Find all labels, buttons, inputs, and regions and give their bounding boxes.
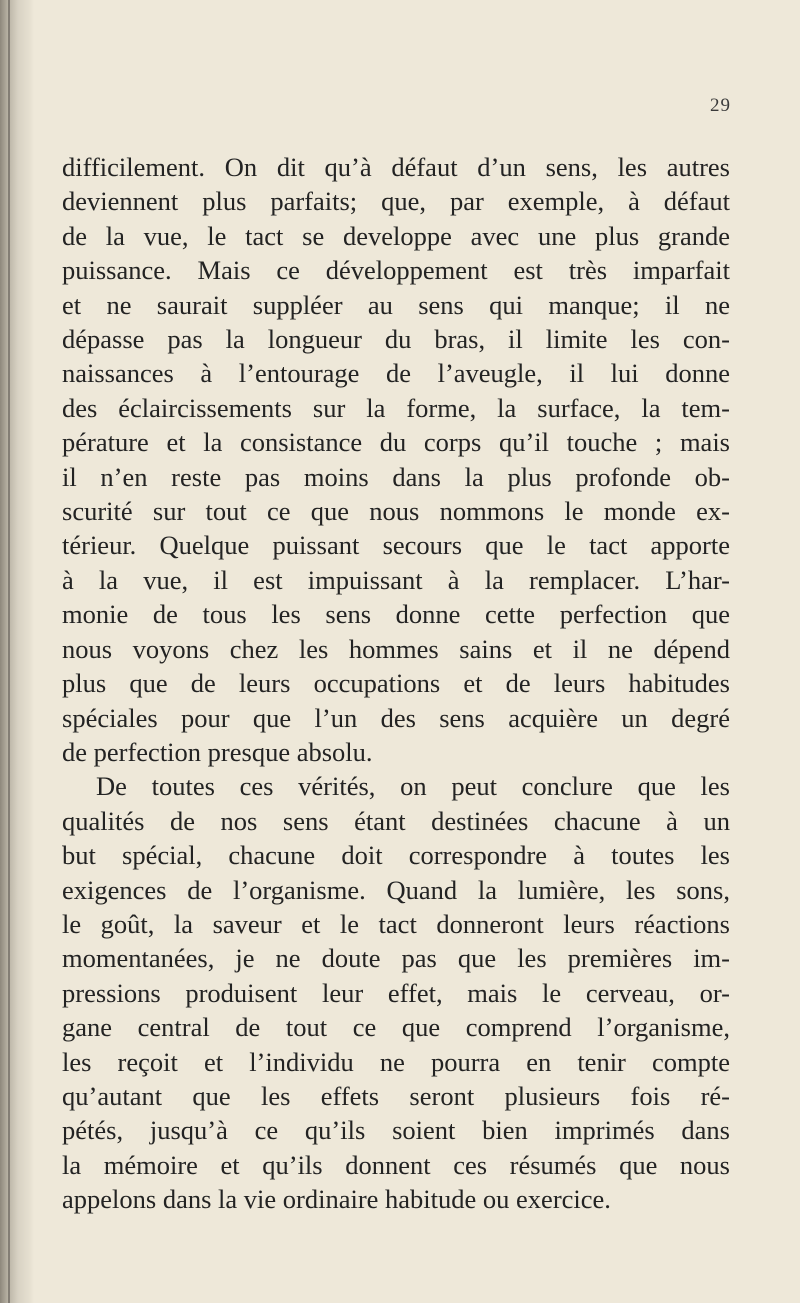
text-line: appelons dans la vie ordinaire habitude ou exercice. [62,1184,611,1215]
text-line: de la vue, le tact se developpe avec une plus grande [62,220,730,251]
text-line: il n’en reste pas moins dans la plus profonde ob- [62,461,730,492]
text-line: qualités de nos sens étant destinées chacune à un [62,805,730,836]
text-line: la mémoire et qu’ils donnent ces résumés que nous [62,1149,730,1180]
text-line: exigences de l’organisme. Quand la lumière, les sons, [62,874,730,905]
text-line: pétés, jusqu’à ce qu’ils soient bien imprimés dans [62,1115,730,1146]
text-line: et ne saurait suppléer au sens qui manque; il ne [62,289,730,320]
text-line: gane central de tout ce que comprend l’organisme, [62,1012,730,1043]
text-line: but spécial, chacune doit correspondre à toutes les [62,840,730,871]
text-line: qu’autant que les effets seront plusieurs fois ré- [62,1080,730,1111]
text-line: nous voyons chez les hommes sains et il ne dépend [62,633,730,664]
text-line: deviennent plus parfaits; que, par exemple, à défaut [62,186,730,217]
page-number: 29 [710,95,731,116]
text-line: De toutes ces vérités, on peut conclure que les [96,771,730,802]
page-binding-shadow [0,0,34,1303]
text-line: dépasse pas la longueur du bras, il limite les con- [62,324,730,355]
text-line: à la vue, il est impuissant à la remplacer. L’har- [62,564,730,595]
paragraph-2 [62,769,730,1216]
text-line: monie de tous les sens donne cette perfection que [62,599,730,630]
text-line: le goût, la saveur et le tact donneront leurs réactions [62,908,730,939]
text-line: de perfection presque absolu. [62,736,373,767]
text-line: les reçoit et l’individu ne pourra en tenir compte [62,1046,730,1077]
text-line: spéciales pour que l’un des sens acquière un degré [62,702,730,733]
text-line: puissance. Mais ce développement est très imparfait [62,255,730,286]
text-line: pressions produisent leur effet, mais le cerveau, or- [62,977,730,1008]
text-line: naissances à l’entourage de l’aveugle, il lui donne [62,358,730,389]
text-line: momentanées, je ne doute pas que les premières im- [62,943,730,974]
page-edge-line [8,0,10,1303]
text-line: scurité sur tout ce que nous nommons le monde ex- [62,496,730,527]
text-line: difficilement. On dit qu’à défaut d’un sens, les autres [62,152,730,182]
text-line: plus que de leurs occupations et de leurs habitudes [62,668,730,699]
text-line: térieur. Quelque puissant secours que le tact apporte [62,530,730,561]
text-line: des éclaircissements sur la forme, la surface, la tem- [62,392,730,423]
body-text [62,150,730,1217]
paragraph-1 [62,150,730,769]
text-line: pérature et la consistance du corps qu’il touche ; mais [62,427,730,458]
